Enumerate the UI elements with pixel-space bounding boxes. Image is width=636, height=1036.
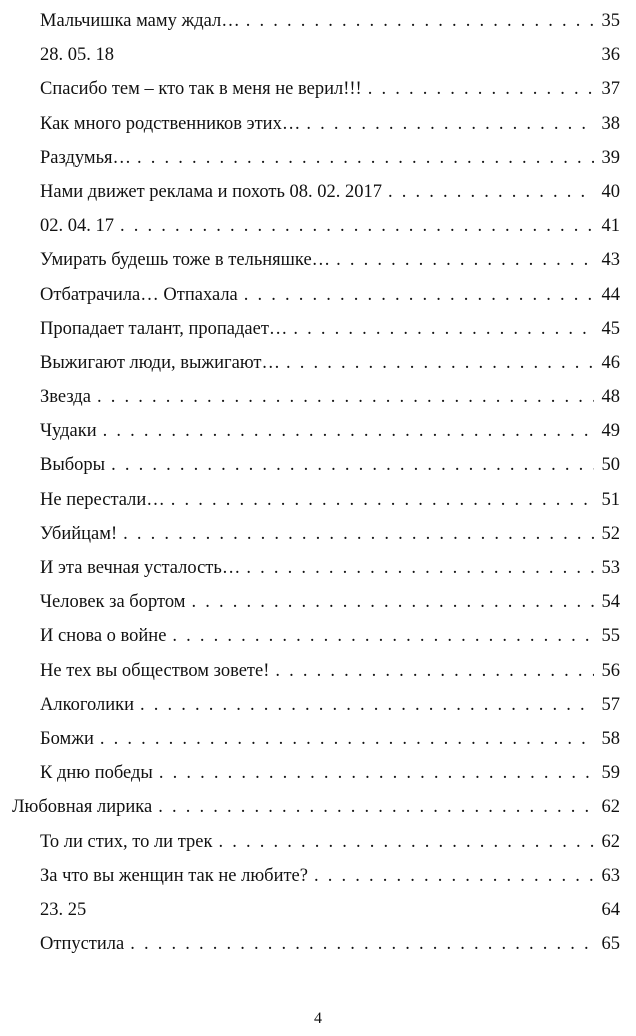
- toc-entry-title: И снова о войне: [40, 626, 167, 647]
- toc-entry-page: 62: [601, 797, 620, 818]
- toc-entry-title: Мальчишка маму ждал…: [40, 11, 240, 31]
- toc-leader-dots: [103, 414, 594, 448]
- toc-leader-dots: [306, 107, 594, 141]
- toc-entry-title: Звезда: [40, 387, 91, 408]
- toc-entry: [0, 209, 636, 243]
- toc-entry-page: 56: [601, 660, 620, 681]
- toc-entry-page: 41: [601, 216, 620, 237]
- toc-entry-page: 43: [601, 250, 620, 271]
- toc-entry: [0, 312, 636, 346]
- toc-entry: [0, 38, 636, 72]
- toc-leader-dots: [293, 312, 594, 346]
- toc-leader-dots: [120, 209, 594, 243]
- toc-entry: [0, 585, 636, 619]
- toc-entry-page: 59: [601, 763, 620, 784]
- toc-entry: [0, 825, 636, 859]
- toc-entry-page: 40: [601, 181, 620, 202]
- toc-entry-title: 28. 05. 18: [40, 45, 114, 66]
- page-number: 4: [314, 1010, 322, 1027]
- toc-entry: [0, 483, 636, 517]
- toc-entry-page: 45: [601, 318, 620, 339]
- toc-entry-page: 48: [601, 387, 620, 408]
- toc-leader-dots: [314, 859, 594, 893]
- toc-leader-dots: [191, 585, 594, 619]
- toc-leader-dots: [246, 551, 594, 585]
- toc-entry-page: 62: [601, 831, 620, 852]
- toc-leader-dots: [100, 722, 594, 756]
- toc-entry-title: 02. 04. 17: [40, 216, 114, 237]
- toc-entry-page: 50: [601, 455, 620, 476]
- toc-leader-dots: [336, 243, 594, 277]
- toc-entry: [0, 346, 636, 380]
- toc-entry-title: Нами движет реклама и похоть 08. 02. 2017: [40, 181, 383, 202]
- toc-entry-title: Как много родственников этих…: [40, 113, 301, 134]
- toc-leader-dots: [137, 141, 594, 175]
- toc-entry-page: 55: [601, 626, 620, 647]
- toc-entry: [0, 756, 636, 790]
- toc-leader-dots: [111, 448, 594, 482]
- toc-leader-dots: [159, 756, 594, 790]
- toc-entry-title: Алкоголики: [40, 694, 135, 715]
- toc-entry: [0, 243, 636, 277]
- toc-entry-title: За что вы женщин так не любите?: [40, 865, 308, 886]
- toc-entry-title: Не тех вы обществом зовете!: [40, 660, 270, 681]
- toc-leader-dots: [97, 380, 594, 414]
- toc-leader-dots: [388, 175, 594, 209]
- toc-entry: [0, 619, 636, 653]
- toc-entry: [0, 517, 636, 551]
- toc-entry: [0, 141, 636, 175]
- toc-entry: [0, 107, 636, 141]
- toc-entry: [0, 551, 636, 585]
- toc-entry: [0, 414, 636, 448]
- toc-leader-dots: [244, 278, 594, 312]
- toc-entry-page: 51: [601, 489, 620, 510]
- toc-entry-page: 63: [601, 865, 620, 886]
- table-of-contents: [0, 4, 636, 961]
- toc-entry-title: Пропадает талант, пропадает…: [40, 318, 288, 339]
- toc-leader-dots: [172, 619, 594, 653]
- toc-entry-title: Умирать будешь тоже в тельняшке…: [40, 250, 331, 271]
- toc-entry: [0, 278, 636, 312]
- toc-entry-title: Отбатрачила… Отпахала: [40, 284, 238, 305]
- toc-leader-dots: [368, 72, 594, 106]
- toc-entry: [0, 380, 636, 414]
- toc-leader-dots: [123, 517, 594, 551]
- toc-entry-title: Раздумья…: [40, 147, 132, 168]
- toc-entry-title: Выжигают люди, выжигают…: [40, 352, 281, 373]
- toc-entry-title: Чудаки: [40, 421, 97, 442]
- toc-leader-dots: [275, 654, 594, 688]
- toc-entry-page: 38: [601, 113, 620, 134]
- toc-entry-title: Бомжи: [40, 728, 94, 749]
- toc-entry-page: 57: [601, 694, 620, 715]
- toc-entry-title: К дню победы: [40, 763, 153, 784]
- toc-entry: [0, 688, 636, 722]
- toc-entry-title: И эта вечная усталость…: [40, 558, 241, 578]
- toc-entry-page: 46: [601, 352, 620, 373]
- toc-entry: [0, 859, 636, 893]
- toc-leader-dots: [130, 927, 594, 961]
- toc-entry: [0, 175, 636, 209]
- toc-entry-page: 35: [601, 11, 620, 31]
- toc-entry-title: Не перестали…: [40, 489, 165, 510]
- toc-entry-title: Выборы: [40, 455, 106, 476]
- toc-section-entry: [0, 790, 636, 824]
- toc-entry-title: 23. 25: [40, 899, 87, 920]
- toc-entry-page: 65: [601, 934, 620, 955]
- toc-entry-page: 49: [601, 421, 620, 442]
- toc-entry-title: Отпустила: [40, 934, 125, 955]
- toc-entry: [0, 448, 636, 482]
- toc-entry: [0, 654, 636, 688]
- toc-entry-page: 58: [601, 728, 620, 749]
- toc-entry: [0, 4, 636, 38]
- toc-leader-dots: [286, 346, 594, 380]
- toc-entry: [0, 893, 636, 927]
- toc-entry: [0, 722, 636, 756]
- toc-entry-page: 39: [601, 147, 620, 168]
- toc-entry: [0, 72, 636, 106]
- toc-leader-dots: [140, 688, 594, 722]
- toc-entry-title: Человек за бортом: [40, 592, 186, 613]
- toc-entry-title: То ли стих, то ли трек: [40, 831, 213, 852]
- toc-leader-dots: [246, 4, 594, 38]
- toc-entry-title: Любовная лирика: [12, 797, 153, 818]
- toc-entry-title: Убийцам!: [40, 523, 118, 544]
- toc-entry: [0, 927, 636, 961]
- toc-entry-page: 53: [601, 558, 620, 578]
- toc-entry-page: 52: [601, 523, 620, 544]
- toc-entry-page: 36: [601, 45, 620, 66]
- toc-entry-page: 54: [601, 592, 620, 613]
- toc-leader-dots: [171, 483, 594, 517]
- toc-entry-page: 64: [601, 899, 620, 920]
- toc-leader-dots: [158, 790, 594, 824]
- toc-entry-page: 37: [601, 79, 620, 100]
- toc-leader-dots: [218, 825, 594, 859]
- toc-entry-page: 44: [601, 284, 620, 305]
- toc-entry-title: Спасибо тем – кто так в меня не верил!!!: [40, 79, 362, 100]
